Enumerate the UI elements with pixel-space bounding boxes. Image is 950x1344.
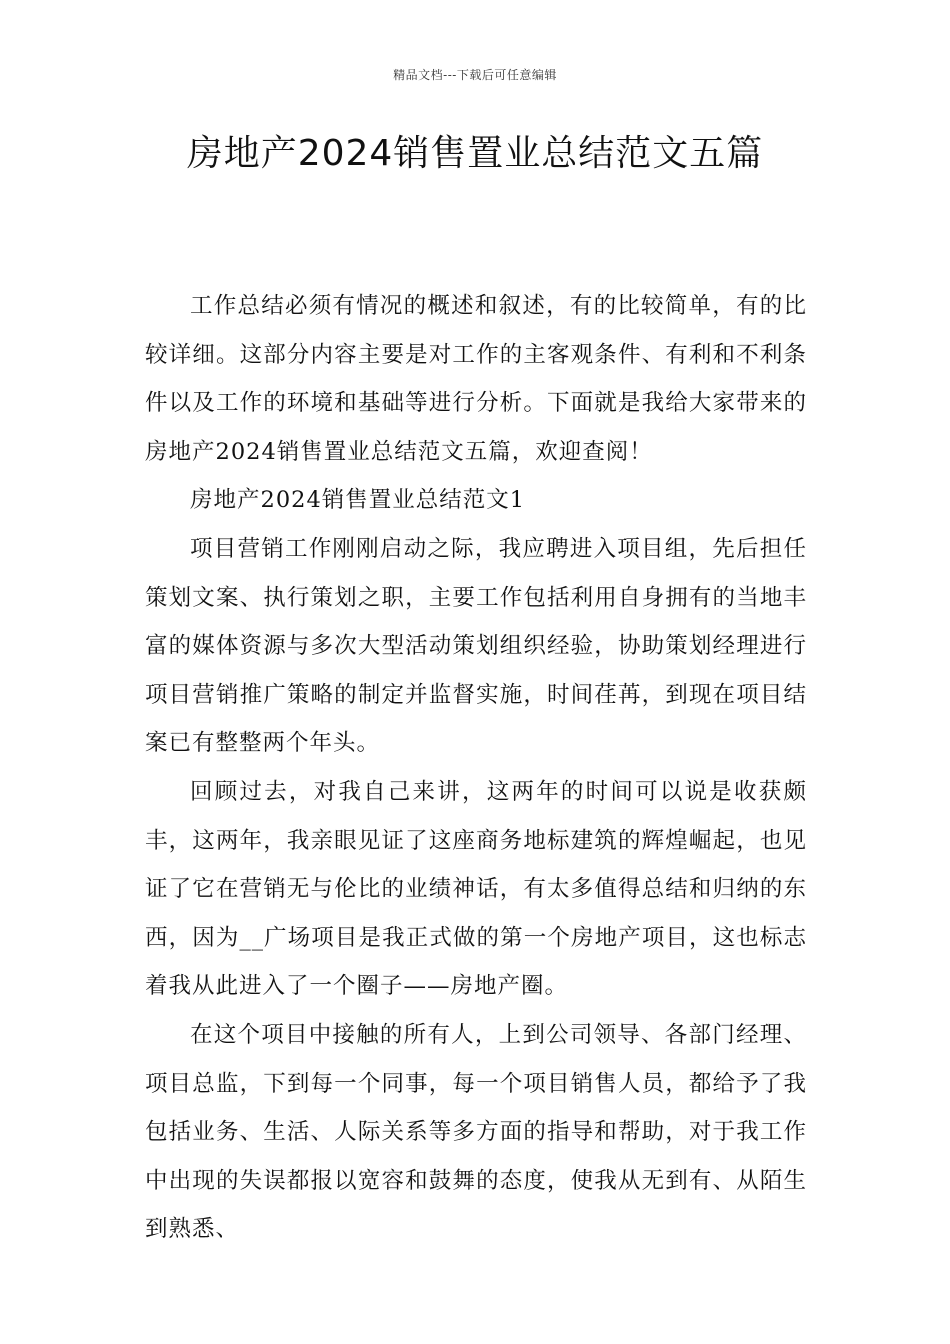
document-title: 房地产2024销售置业总结范文五篇 xyxy=(186,133,764,174)
body-paragraph: 项目营销工作刚刚启动之际，我应聘进入项目组，先后担任策划文案、执行策划之职，主要工作包括利用自身拥有的当地丰富的媒体资源与多次大型活动策划组织经验，协助策划经理进行项目营销推广策略的制定并监督实施，时间荏苒，到现在项目结案已有整整两个年头。 xyxy=(145,535,807,757)
section-heading: 房地产2024销售置业总结范文1 xyxy=(190,487,526,514)
header-note: 精品文档---下载后可任意编辑 xyxy=(393,68,557,82)
intro-paragraph: 工作总结必须有情况的概述和叙述，有的比较简单，有的比较详细。这部分内容主要是对工作的主客观条件、有利和不利条件以及工作的环境和基础等进行分析。下面就是我给大家带来的房地产2024销售置业总结范文五篇，欢迎查阅！ xyxy=(145,293,807,465)
body-paragraph: 回顾过去，对我自己来讲，这两年的时间可以说是收获颇丰，这两年，我亲眼见证了这座商务地标建筑的辉煌崛起，也见证了它在营销无与伦比的业绩神话，有太多值得总结和归纳的东西，因为__广场项目是我正式做的第一个房地产项目，这也标志着我从此进入了一个圈子——房地产圈。 xyxy=(145,778,807,1000)
body-paragraph: 在这个项目中接触的所有人，上到公司领导、各部门经理、项目总监，下到每一个同事，每一个项目销售人员，都给予了我包括业务、生活、人际关系等多方面的指导和帮助，对于我工作中出现的失误都报以宽容和鼓舞的态度，使我从无到有、从陌生到熟悉、 xyxy=(145,1021,807,1243)
document-body xyxy=(145,282,807,1254)
